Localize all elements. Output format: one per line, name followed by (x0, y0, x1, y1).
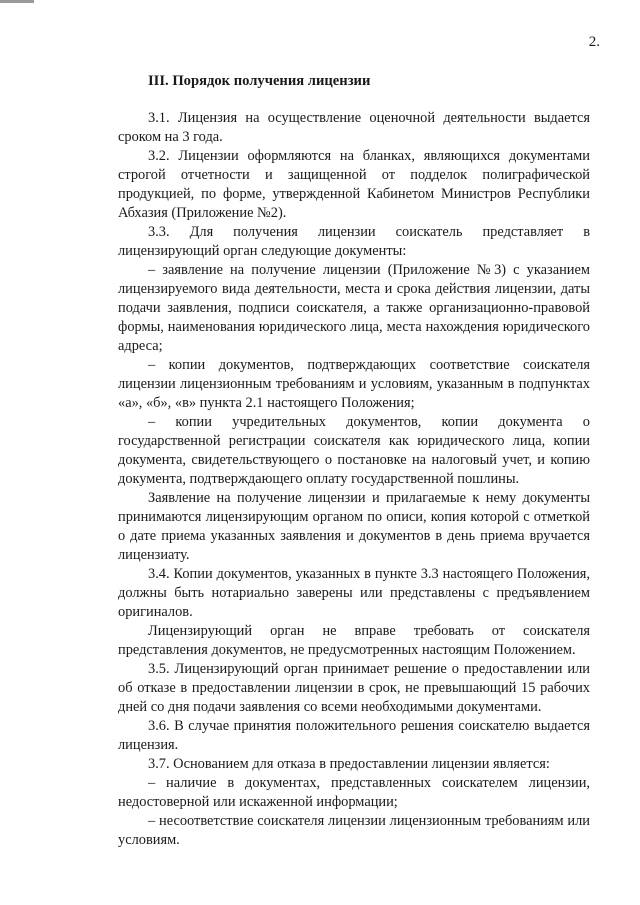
list-item-application: – заявление на получение лицензии (Приложение №3) с указанием лицензируемого вида деятельности, места и срока действия лицензии, даты подачи заявления, подписи соискателя, а также организационно-правовой формы, наименования юридического лица, места нахождения юридического адреса; (118, 262, 590, 354)
page-number: 2. (588, 34, 600, 50)
list-item-compliance-copies: – копии документов, подтверждающих соответствие соискателя лицензии лицензионным требованиям и условиям, указанным в подпунктах «а», «б», «в» пункта 2.1 настоящего Положения; (118, 357, 590, 411)
scan-edge-mark (0, 0, 34, 3)
paragraph-acceptance: Заявление на получение лицензии и прилагаемые к нему документы принимаются лицензирующим органом по описи, копия которой с отметкой о дате приема указанных заявления и документов в день приема вручается лицензиату. (118, 490, 590, 563)
section-title: III. Порядок получения лицензии (148, 73, 371, 89)
paragraph-3-7: 3.7. Основанием для отказа в предоставлении лицензии является: (148, 756, 550, 772)
paragraph-3-6: 3.6. В случае принятия положительного решения соискателю выдается лицензия. (118, 718, 590, 753)
paragraph-3-4: 3.4. Копии документов, указанных в пункте 3.3 настоящего Положения, должны быть нотариально заверены или представлены с предъявлением оригиналов. (118, 566, 590, 620)
list-item-founding-copies: – копии учредительных документов, копии документа о государственной регистрации соискателя как юридического лица, копии документа, свидетельствующего о постановке на налоговый учет, и копию документа, подтверждающего оплату государственной пошлины. (118, 414, 590, 487)
paragraph-3-3: 3.3. Для получения лицензии соискатель представляет в лицензирующий орган следующие документы: (118, 224, 590, 259)
paragraph-3-5: 3.5. Лицензирующий орган принимает решение о предоставлении или об отказе в предоставлении лицензии в срок, не превышающий 15 рабочих дней со дня подачи заявления со всеми необходимыми документами. (118, 661, 590, 715)
paragraph-3-2: 3.2. Лицензии оформляются на бланках, являющихся документами строгой отчетности и защищенной от подделок полиграфической продукцией, по форме, утвержденной Кабинетом Министров Республики Абхазия (Приложение №2). (118, 148, 590, 221)
list-item-noncompliance: – несоответствие соискателя лицензии лицензионным требованиям или условиям. (118, 813, 590, 848)
document-body (118, 72, 590, 850)
paragraph-no-extra-docs: Лицензирующий орган не вправе требовать от соискателя представления документов, не предусмотренных настоящим Положением. (118, 623, 590, 658)
list-item-false-info: – наличие в документах, представленных соискателем лицензии, недостоверной или искаженной информации; (118, 775, 590, 810)
paragraph-3-1: 3.1. Лицензия на осуществление оценочной деятельности выдается сроком на 3 года. (118, 110, 590, 145)
